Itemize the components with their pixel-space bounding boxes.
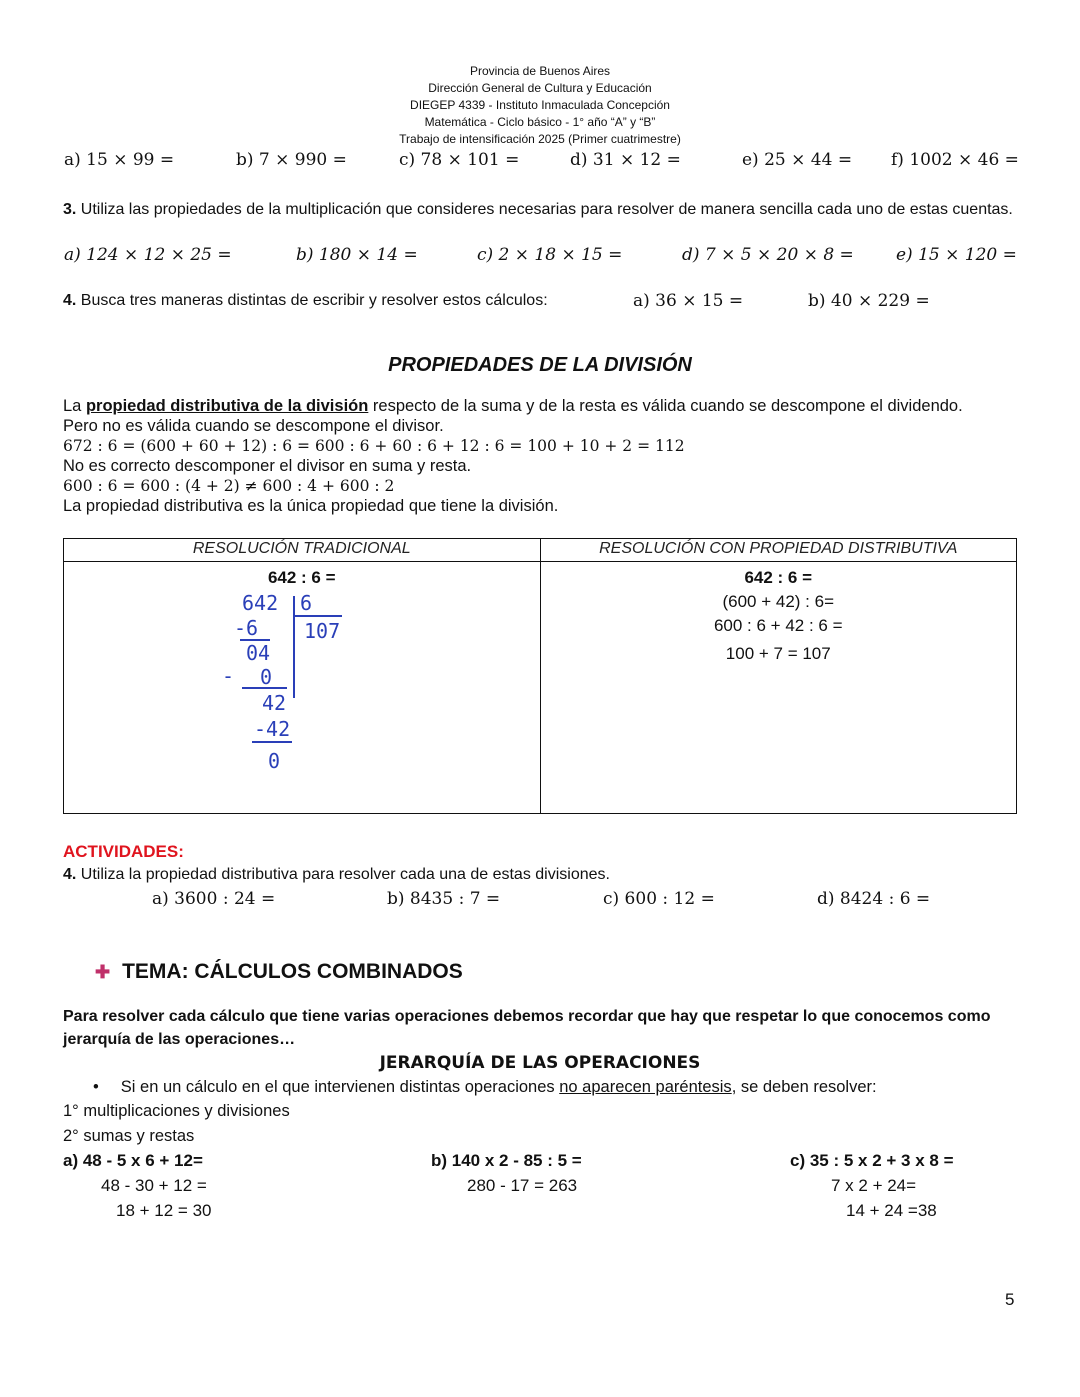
- example-step: 18 + 12 = 30: [116, 1201, 212, 1220]
- underlined-text: no aparecen paréntesis: [559, 1078, 732, 1096]
- exercise-item: b) 180 × 14 =: [296, 245, 418, 265]
- example-step: 7 x 2 + 24=: [831, 1176, 917, 1195]
- exercise-item: e) 25 × 44 =: [742, 150, 853, 170]
- topic-title: TEMA: CÁLCULOS COMBINADOS: [122, 960, 463, 983]
- text: La propiedad distributiva es la única propiedad que tiene la división.: [63, 497, 559, 515]
- division-title: 642 : 6 =: [267, 568, 336, 587]
- activity-4-text: [63, 866, 610, 884]
- header-line: Matemática - Ciclo básico - 1° año “A” y “B”: [424, 115, 656, 129]
- equation: 600 : 6 = 600 : (4 + 2) ≠ 600 : 4 + 600 : 2: [63, 477, 395, 495]
- bullet-rule: [93, 1078, 877, 1097]
- hand-digit: 04: [245, 641, 270, 665]
- equation: 672 : 6 = (600 + 60 + 12) : 6 = 600 : 6 + 60 : 6 + 12 : 6 = 100 + 10 + 2 = 112: [63, 437, 685, 455]
- exercise-item: a) 3600 : 24 =: [152, 889, 276, 909]
- text: , se deben resolver:: [731, 1078, 877, 1096]
- exercise-item: e) 15 × 120 =: [896, 245, 1017, 265]
- exercise-instruction: Busca tres maneras distintas de escribir y resolver estos cálculos:: [76, 292, 548, 309]
- exercise-number: 3.: [63, 201, 77, 218]
- plus-arrow-icon: ✚: [95, 962, 111, 982]
- text: No es correcto descomponer el divisor en suma y resta.: [63, 457, 472, 475]
- exercise-instruction: Utiliza las propiedades de la multiplicación que consideres necesarias para resolver de manera sencilla cada uno de estas cuentas.: [76, 201, 1013, 218]
- header-line: Provincia de Buenos Aires: [469, 64, 611, 78]
- section-title: PROPIEDADES DE LA DIVISIÓN: [388, 354, 692, 376]
- exercise-item: c) 600 : 12 =: [603, 889, 715, 909]
- header: [0, 63, 1080, 148]
- exercise-4-text: [63, 292, 548, 310]
- text: Pero no es válida cuando se descompone el divisor.: [63, 417, 444, 435]
- topic-heading: [95, 960, 463, 984]
- header-line: Dirección General de Cultura y Educación: [428, 81, 652, 95]
- exercise-item: d) 7 × 5 × 20 × 8 =: [682, 245, 854, 265]
- traditional-cell: [64, 562, 541, 814]
- hand-digit: 42: [261, 691, 286, 715]
- hand-digit: 6: [299, 591, 312, 615]
- column-header: RESOLUCIÓN CON PROPIEDAD DISTRIBUTIVA: [540, 539, 1017, 562]
- hand-quotient: 107: [303, 619, 340, 643]
- example-step: 48 - 30 + 12 =: [101, 1176, 207, 1195]
- exercise-item: c) 2 × 18 × 15 =: [477, 245, 623, 265]
- hierarchy-title: JERARQUÍA DE LAS OPERACIONES: [379, 1053, 701, 1073]
- hand-digit: -: [221, 664, 234, 688]
- distributive-cell: [540, 562, 1017, 814]
- exercise-item: b) 40 × 229 =: [808, 291, 930, 311]
- exercise-item: d) 31 × 12 =: [570, 150, 681, 170]
- exercise-item: d) 8424 : 6 =: [817, 889, 931, 909]
- example-b: b) 140 x 2 - 85 : 5 =: [431, 1151, 582, 1170]
- hand-digit: 0: [267, 749, 280, 773]
- rule-2: 2° sumas y restas: [63, 1127, 195, 1145]
- exercise-item: a) 124 × 12 × 25 =: [64, 245, 232, 265]
- exercise-item: b) 7 × 990 =: [236, 150, 347, 170]
- bullet-icon: •: [93, 1078, 99, 1096]
- text: Si en un cálculo en el que intervienen distintas operaciones: [120, 1078, 560, 1096]
- exercise-item: f) 1002 × 46 =: [891, 150, 1019, 170]
- exercise-number: 4.: [63, 866, 77, 883]
- exercise-item: a) 15 × 99 =: [64, 150, 175, 170]
- topic-intro: Para resolver cada cálculo que tiene varias operaciones debemos recordar que hay que respetar lo que conocemos como jerarquía de las operaciones…: [63, 1008, 991, 1048]
- step: 100 + 7 = 107: [725, 644, 831, 663]
- example-a: a) 48 - 5 x 6 + 12=: [63, 1151, 203, 1170]
- column-header: RESOLUCIÓN TRADICIONAL: [64, 539, 541, 562]
- exercise-instruction: Utiliza la propiedad distributiva para resolver cada una de estas divisiones.: [76, 866, 610, 883]
- hand-digit: -6: [233, 616, 258, 640]
- hand-digit: 642: [241, 591, 278, 615]
- rule-1: 1° multiplicaciones y divisiones: [63, 1102, 290, 1120]
- exercise-item: b) 8435 : 7 =: [387, 889, 501, 909]
- header-line: DIEGEP 4339 - Instituto Inmaculada Concepción: [410, 98, 670, 112]
- activities-title: ACTIVIDADES:: [63, 842, 184, 861]
- page-number: 5: [1005, 1290, 1015, 1309]
- exercise-3-text: [63, 198, 1017, 221]
- division-title: 642 : 6 =: [744, 568, 813, 587]
- text: respecto de la suma y de la resta es válida cuando se descompone el dividendo.: [368, 397, 963, 415]
- text: La: [63, 397, 86, 415]
- example-step: 14 + 24 =38: [846, 1201, 937, 1220]
- exercise-item: c) 78 × 101 =: [399, 150, 520, 170]
- handwritten-division: [212, 588, 372, 798]
- exercise-number: 4.: [63, 292, 77, 309]
- step: 600 : 6 + 42 : 6 =: [713, 616, 843, 635]
- hand-digit: 0: [259, 665, 272, 689]
- step: (600 + 42) : 6=: [722, 592, 835, 611]
- key-term: propiedad distributiva de la división: [85, 397, 369, 415]
- division-explanation: [63, 396, 963, 516]
- resolution-table: [63, 538, 1017, 814]
- example-c: c) 35 : 5 x 2 + 3 x 8 =: [790, 1151, 954, 1170]
- header-line: Trabajo de intensificación 2025 (Primer cuatrimestre): [399, 132, 681, 146]
- exercise-item: a) 36 × 15 =: [633, 291, 744, 311]
- example-step: 280 - 17 = 263: [467, 1176, 578, 1195]
- hand-digit: -42: [253, 717, 290, 741]
